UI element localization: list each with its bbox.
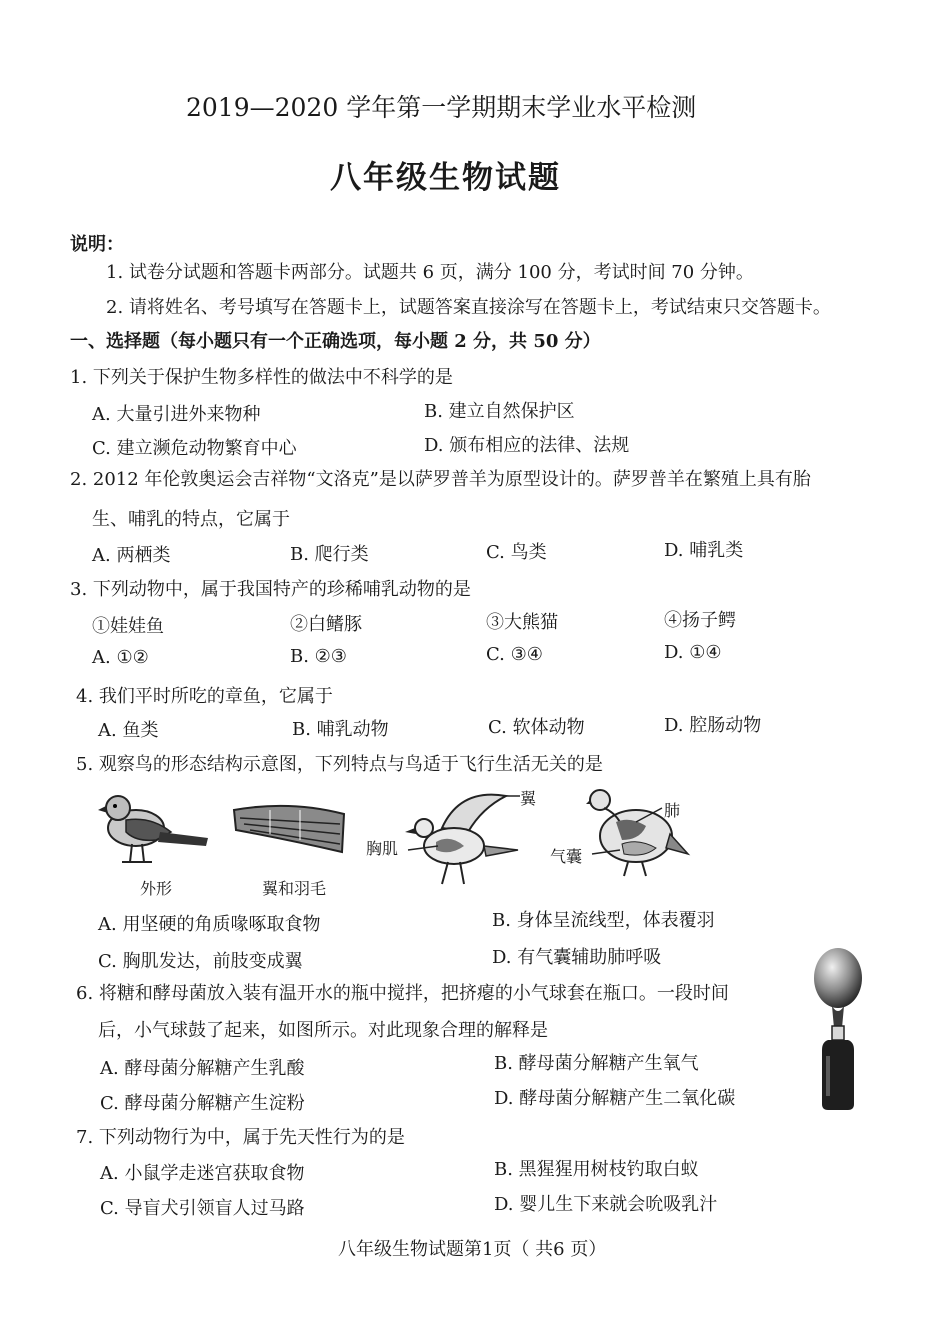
q2-option-c: C. 鸟类 xyxy=(486,542,547,563)
page-footer: 八年级生物试题第1页（ 共6 页） xyxy=(338,1239,607,1260)
q4-option-a: A. 鱼类 xyxy=(98,720,159,741)
q5-option-c: C. 胸肌发达，前肢变成翼 xyxy=(98,951,303,972)
q3-option-b: B. ②③ xyxy=(290,646,347,667)
q7-option-d: D. 婴儿生下来就会吮吸乳汁 xyxy=(494,1194,718,1215)
q3-item-1: ①娃娃鱼 xyxy=(92,616,164,637)
q6-option-d: D. 酵母菌分解糖产生二氧化碳 xyxy=(494,1088,736,1109)
figure-label-chest-muscle: 胸肌 xyxy=(366,839,399,858)
q3-item-3: ③大熊猫 xyxy=(486,612,558,633)
q1-option-d: D. 颁布相应的法律、法规 xyxy=(424,435,630,456)
note-item-1: 1. 试卷分试题和答题卡两部分。试题共 6 页，满分 100 分，考试时间 70 分钟。 xyxy=(106,262,754,283)
q2-option-a: A. 两栖类 xyxy=(92,545,171,566)
q3-option-c: C. ③④ xyxy=(486,644,543,665)
q1-option-b: B. 建立自然保护区 xyxy=(424,401,575,422)
figure-label-air-sac: 气囊 xyxy=(550,847,583,866)
q5-option-b: B. 身体呈流线型，体表覆羽 xyxy=(492,910,715,931)
bird-appearance-figure xyxy=(96,786,216,870)
bird-respiratory-figure xyxy=(586,782,690,878)
exam-subtitle: 2019—2020 学年第一学期期末学业水平检测 xyxy=(186,93,697,122)
q2-option-b: B. 爬行类 xyxy=(290,544,369,565)
question-3-stem: 3. 下列动物中，属于我国特产的珍稀哺乳动物的是 xyxy=(70,579,471,600)
q3-option-d: D. ①④ xyxy=(664,642,722,663)
q3-option-a: A. ①② xyxy=(92,647,149,668)
question-6-stem-line1: 6. 将糖和酵母菌放入装有温开水的瓶中搅拌，把挤瘪的小气球套在瓶口。一段时间 xyxy=(76,983,729,1004)
question-2-stem-line2: 生、哺乳的特点，它属于 xyxy=(92,509,290,530)
question-1-stem: 1. 下列关于保护生物多样性的做法中不科学的是 xyxy=(70,367,453,388)
q6-option-c: C. 酵母菌分解糖产生淀粉 xyxy=(100,1093,305,1114)
q5-option-a: A. 用坚硬的角质喙啄取食物 xyxy=(98,914,321,935)
figure-label-appearance: 外形 xyxy=(140,879,173,898)
balloon-bottle-figure xyxy=(806,946,870,1114)
q7-option-a: A. 小鼠学走迷宫获取食物 xyxy=(100,1163,305,1184)
q6-option-a: A. 酵母菌分解糖产生乳酸 xyxy=(100,1058,305,1079)
question-6-stem-line2: 后，小气球鼓了起来，如图所示。对此现象合理的解释是 xyxy=(98,1020,548,1041)
q2-option-d: D. 哺乳类 xyxy=(664,540,744,561)
q1-option-c: C. 建立濒危动物繁育中心 xyxy=(92,438,297,459)
q3-item-2: ②白鳍豚 xyxy=(290,614,362,635)
question-7-stem: 7. 下列动物行为中，属于先天性行为的是 xyxy=(76,1127,405,1148)
figure-label-lung: 肺 xyxy=(664,801,681,820)
notes-heading: 说明： xyxy=(70,234,124,255)
q7-option-b: B. 黑猩猩用树枝钓取白蚁 xyxy=(494,1159,699,1180)
section-title: 一、选择题（每小题只有一个正确选项，每小题 2 分，共 50 分） xyxy=(70,331,601,352)
q4-option-c: C. 软体动物 xyxy=(488,717,585,738)
q4-option-d: D. 腔肠动物 xyxy=(664,715,762,736)
wing-feather-figure xyxy=(230,800,348,864)
figure-label-wing-feather: 翼和羽毛 xyxy=(262,879,327,898)
q4-option-b: B. 哺乳动物 xyxy=(292,719,389,740)
q5-option-d: D. 有气囊辅助肺呼吸 xyxy=(492,947,662,968)
exam-title: 八年级生物试题 xyxy=(330,160,561,196)
question-4-stem: 4. 我们平时所吃的章鱼，它属于 xyxy=(76,686,333,707)
q7-option-c: C. 导盲犬引领盲人过马路 xyxy=(100,1198,305,1219)
question-2-stem-line1: 2. 2012 年伦敦奥运会吉祥物“文洛克”是以萨罗普羊为原型设计的。萨罗普羊在繁殖上具有胎 xyxy=(70,469,811,490)
figure-label-wing: 翼 xyxy=(520,789,537,808)
q3-item-4: ④扬子鳄 xyxy=(664,610,736,631)
q6-option-b: B. 酵母菌分解糖产生氧气 xyxy=(494,1053,699,1074)
q1-option-a: A. 大量引进外来物种 xyxy=(92,404,261,425)
note-item-2: 2. 请将姓名、考号填写在答题卡上，试题答案直接涂写在答题卡上，考试结束只交答题卡。 xyxy=(106,297,831,318)
question-5-stem: 5. 观察鸟的形态结构示意图，下列特点与鸟适于飞行生活无关的是 xyxy=(76,754,603,775)
bird-muscle-figure xyxy=(402,784,522,888)
